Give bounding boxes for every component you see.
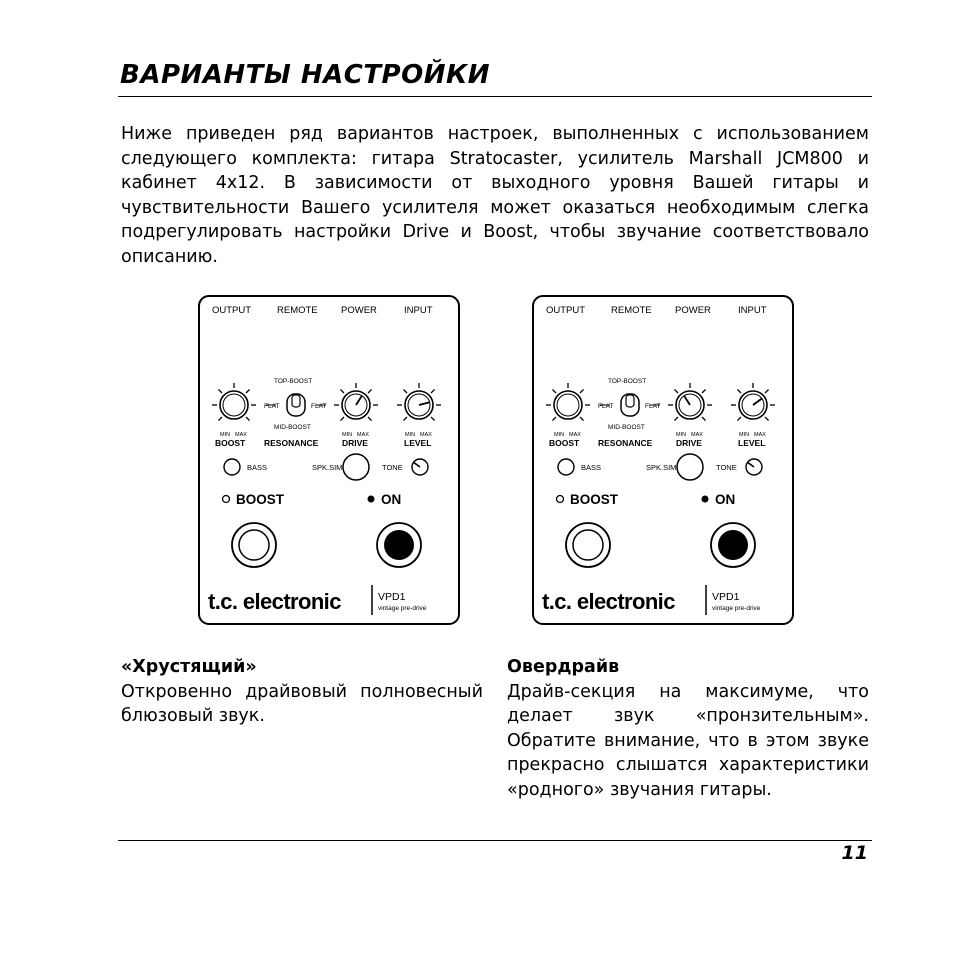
level-min-label: MIN <box>405 432 416 438</box>
bass-button <box>558 459 574 475</box>
boost-knob-label: BOOST <box>215 438 246 448</box>
drive-knob-label: DRIVE <box>676 438 702 448</box>
title-rule <box>118 96 872 97</box>
boost-footswitch <box>232 523 276 567</box>
resonance-label: RESONANCE <box>264 438 319 448</box>
on-led-label: ON <box>715 492 736 507</box>
boost-max-label: MAX <box>235 432 247 438</box>
brand-logo: t.c. electronic <box>208 589 341 614</box>
jack-label-power: POWER <box>341 305 377 316</box>
flat-label-left: FLAT <box>264 403 280 410</box>
on-led-label: ON <box>381 492 402 507</box>
spk-sim-button <box>343 454 369 480</box>
on-footswitch <box>711 523 755 567</box>
intro-paragraph: Ниже приведен ряд вариантов настроек, выполненных с использованием следующего комплекта: гитара Stratocaster, усилитель Marshall JCM800 и кабинет 4x12. В зависимости от выходного уровня Вашей гитары и чувствительности Вашего усилителя может оказаться необходимым слегка подрегулировать настройки Drive и Boost, чтобы звучание соответствовало описанию. <box>121 124 869 267</box>
spk-sim-button <box>677 454 703 480</box>
page-title: ВАРИАНТЫ НАСТРОЙКИ <box>120 60 490 90</box>
jack-label-remote: REMOTE <box>611 305 652 316</box>
level-knob-label: LEVEL <box>738 438 766 448</box>
preset-title: «Хрустящий» <box>121 657 257 677</box>
drive-knob-label: DRIVE <box>342 438 368 448</box>
top-boost-label: TOP-BOOST <box>274 378 313 385</box>
preset-description: Откровенно драйвовый полновесный блюзовый звук. <box>121 681 483 727</box>
drive-max-label: MAX <box>357 432 369 438</box>
boost-led-label: BOOST <box>570 492 619 507</box>
drive-min-label: MIN <box>676 432 687 438</box>
jack-label-output: OUTPUT <box>212 305 252 316</box>
boost-max-label: MAX <box>569 432 581 438</box>
tone-knob <box>746 459 762 475</box>
jack-label-remote: REMOTE <box>277 305 318 316</box>
jack-label-input: INPUT <box>738 305 767 316</box>
top-boost-label: TOP-BOOST <box>608 378 647 385</box>
bass-button <box>224 459 240 475</box>
model-label: VPD1 <box>378 591 406 603</box>
level-knob-label: LEVEL <box>404 438 432 448</box>
boost-min-label: MIN <box>220 432 231 438</box>
boost-footswitch <box>566 523 610 567</box>
level-max-label: MAX <box>420 432 432 438</box>
page-number: 11 <box>841 842 868 864</box>
flat-label-left: FLAT <box>598 403 614 410</box>
mid-boost-label: MID-BOOST <box>608 424 645 431</box>
spk-sim-label: SPK.SIM <box>646 463 677 472</box>
jack-label-input: INPUT <box>404 305 433 316</box>
brand-logo: t.c. electronic <box>542 589 675 614</box>
drive-min-label: MIN <box>342 432 353 438</box>
spk-sim-label: SPK.SIM <box>312 463 343 472</box>
flat-label-right: FLAT <box>645 403 661 410</box>
pedal-diagram-overdrive <box>532 295 794 625</box>
boost-knob-label: BOOST <box>549 438 580 448</box>
model-sublabel: vintage pre-drive <box>378 605 427 612</box>
on-footswitch <box>377 523 421 567</box>
tone-label: TONE <box>382 463 403 472</box>
boost-led <box>557 496 564 503</box>
model-sublabel: vintage pre-drive <box>712 605 761 612</box>
on-led <box>702 496 709 503</box>
preset-description: Драйв-секция на максимуме, что делает звук «пронзительным». Обратите внимание, что в этом звуке прекрасно слышатся характеристики «родного» звучания гитары. <box>507 681 869 800</box>
bass-label: BASS <box>581 463 602 472</box>
level-max-label: MAX <box>754 432 766 438</box>
level-min-label: MIN <box>739 432 750 438</box>
bass-label: BASS <box>247 463 268 472</box>
preset-overdrive <box>507 655 869 803</box>
tone-knob <box>412 459 428 475</box>
boost-led <box>223 496 230 503</box>
on-led <box>368 496 375 503</box>
flat-label-right: FLAT <box>311 403 327 410</box>
jack-label-power: POWER <box>675 305 711 316</box>
boost-led-label: BOOST <box>236 492 285 507</box>
tone-label: TONE <box>716 463 737 472</box>
pedal-diagram-crunchy <box>198 295 460 625</box>
resonance-label: RESONANCE <box>598 438 653 448</box>
preset-title: Овердрайв <box>507 657 620 677</box>
jack-label-output: OUTPUT <box>546 305 586 316</box>
mid-boost-label: MID-BOOST <box>274 424 311 431</box>
boost-min-label: MIN <box>554 432 565 438</box>
footer-rule <box>118 840 872 841</box>
preset-crunchy <box>121 655 483 729</box>
model-label: VPD1 <box>712 591 740 603</box>
drive-max-label: MAX <box>691 432 703 438</box>
